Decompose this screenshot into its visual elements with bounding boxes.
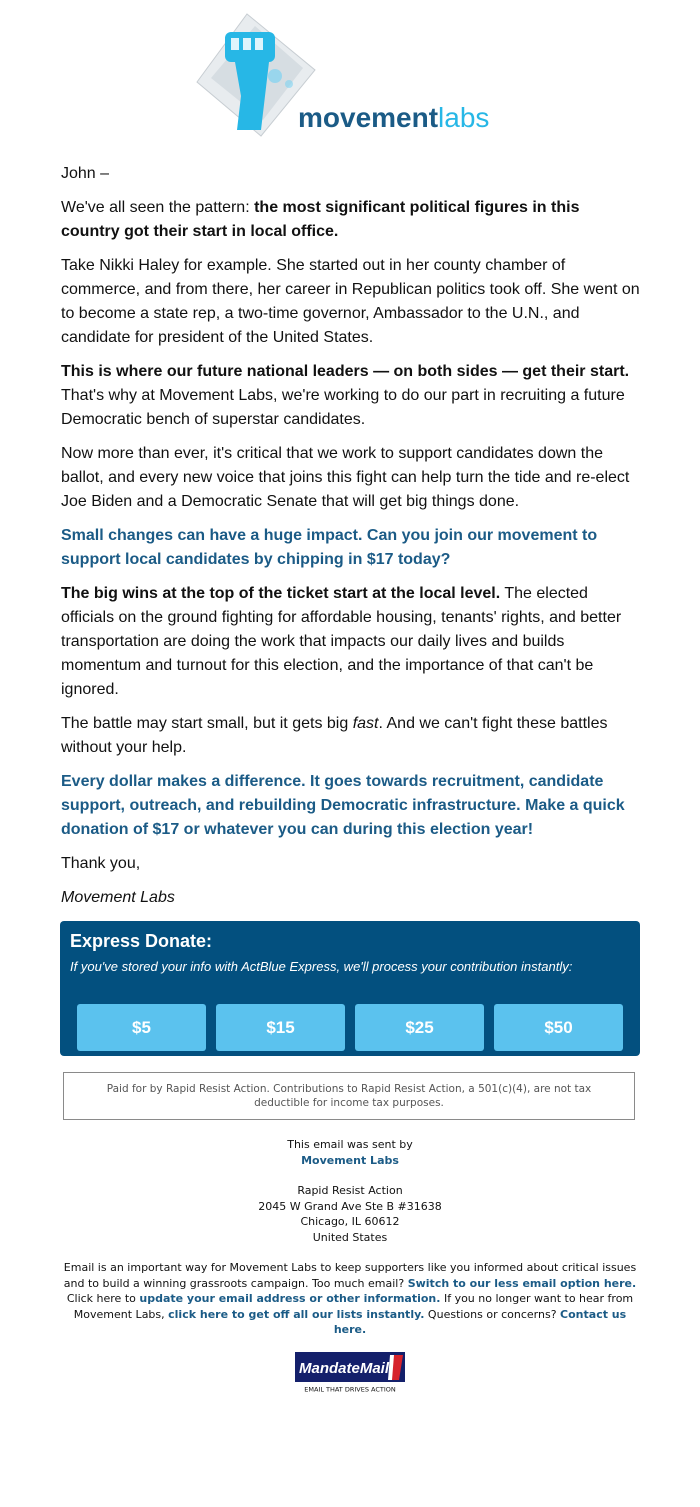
p7-a: The battle may start small, but it gets big (61, 715, 353, 732)
paragraph-2: Take Nikki Haley for example. She started out in her county chamber of commerce, and from there, her career in Republican politics took off. She went on to become a state rep, a two-time governor, Ambassador to the U.N., and candidate for president of the United States. (61, 257, 640, 346)
p7-b: . And we can't fight these battles without your help. (61, 715, 608, 756)
signature: Movement Labs (61, 889, 175, 906)
paragraph-3 (61, 360, 641, 432)
donate-button-50[interactable]: $50 (494, 1004, 623, 1051)
p6-bold: The big wins at the top of the ticket start at the local level. (61, 585, 501, 602)
donate-button-15[interactable]: $15 (216, 1004, 345, 1051)
logo-word-movement: movement (298, 102, 439, 133)
express-donate-panel (60, 921, 640, 1056)
paragraph-4: Now more than ever, it's critical that we work to support candidates down the ballot, and every new voice that joins this fight can help turn the tide and re-elect Joe Biden and a Democratic Senate that will get big things done. (61, 445, 630, 510)
pref-text-4: Questions or concerns? (424, 1307, 561, 1321)
signoff: Thank you, (61, 855, 141, 872)
donate-link-small-changes[interactable]: Small changes can have a huge impact. Can you join our movement to support local candidates by chipping in $17 today? (61, 527, 598, 568)
sender-line (60, 1153, 640, 1169)
movement-labs-logo (195, 12, 500, 140)
greeting: John – (61, 165, 110, 182)
p3-bold: This is where our future national leaders — on both sides — get their start. (61, 363, 630, 380)
address-city: Chicago, IL 60612 (300, 1215, 400, 1228)
pref-text-3: If you no longer want to hear from Movement Labs, (73, 1292, 634, 1321)
paid-for-disclaimer (63, 1072, 635, 1120)
express-donate-subtitle: If you've stored your info with ActBlue Express, we'll process your contribution instantly: (70, 959, 573, 974)
email-body (61, 162, 641, 920)
address-country: United States (312, 1230, 388, 1244)
address-street: 2045 W Grand Ave Ste B #31638 (258, 1199, 442, 1213)
p7-em: fast (352, 715, 379, 732)
p6-rest: The elected officials on the ground fighting for affordable housing, tenants' rights, and better transportation are doing the work that impacts our daily lives and builds momentum and turnout for this election, and the importance of that can't be ignored. (61, 585, 622, 698)
donate-button-25[interactable]: $25 (355, 1004, 484, 1051)
donate-button-5[interactable]: $5 (77, 1004, 206, 1051)
logo-word-labs: labs (438, 102, 490, 133)
pref-text-2: Click here to (66, 1292, 140, 1305)
update-info-link[interactable]: update your email address or other information. (139, 1292, 441, 1305)
mandatemail-badge[interactable] (295, 1352, 405, 1394)
spacer (60, 1168, 640, 1183)
donate-link-every-dollar[interactable]: Every dollar makes a difference. It goes towards recruitment, candidate support, outreach, and rebuilding Democratic infrastructure. Make a quick donation of $17 or whatever you can during this election year! (61, 773, 625, 838)
contact-us-link[interactable]: Contact us here. (333, 1307, 627, 1336)
disclaimer-text: Paid for by Rapid Resist Action. Contributions to Rapid Resist Action, a 501(c)(4), are not tax deductible for income tax purposes. (106, 1083, 592, 1109)
address-org: Rapid Resist Action (297, 1184, 403, 1197)
footer-preferences (60, 1260, 640, 1338)
footer-sender (60, 1137, 640, 1245)
sender-link[interactable]: Movement Labs (301, 1153, 399, 1167)
badge-tagline: EMAIL THAT DRIVES ACTION (304, 1385, 396, 1394)
paragraph-1 (61, 196, 641, 244)
badge-name: MandateMail (299, 1360, 390, 1377)
p3-rest: That's why at Movement Labs, we're working to do our part in recruiting a future Democratic bench of superstar candidates. (61, 387, 625, 428)
unsubscribe-link[interactable]: click here to get off all our lists instantly. (168, 1307, 425, 1321)
express-donate-title: Express Donate: (70, 931, 213, 951)
sent-by-label: This email was sent by (287, 1138, 413, 1151)
p1-bold: the most significant political figures in this country got their start in local office. (61, 199, 580, 240)
paragraph-7 (61, 712, 641, 760)
pref-text-1: Email is an important way for Movement Labs to keep supporters like you informed about critical issues and to build a winning grassroots campaign. Too much email? (63, 1261, 637, 1290)
paragraph-6 (61, 582, 641, 702)
p1-lead: We've all seen the pattern: (61, 199, 255, 216)
logo-wordmark (298, 102, 489, 133)
less-email-link[interactable]: Switch to our less email option here. (407, 1276, 637, 1290)
